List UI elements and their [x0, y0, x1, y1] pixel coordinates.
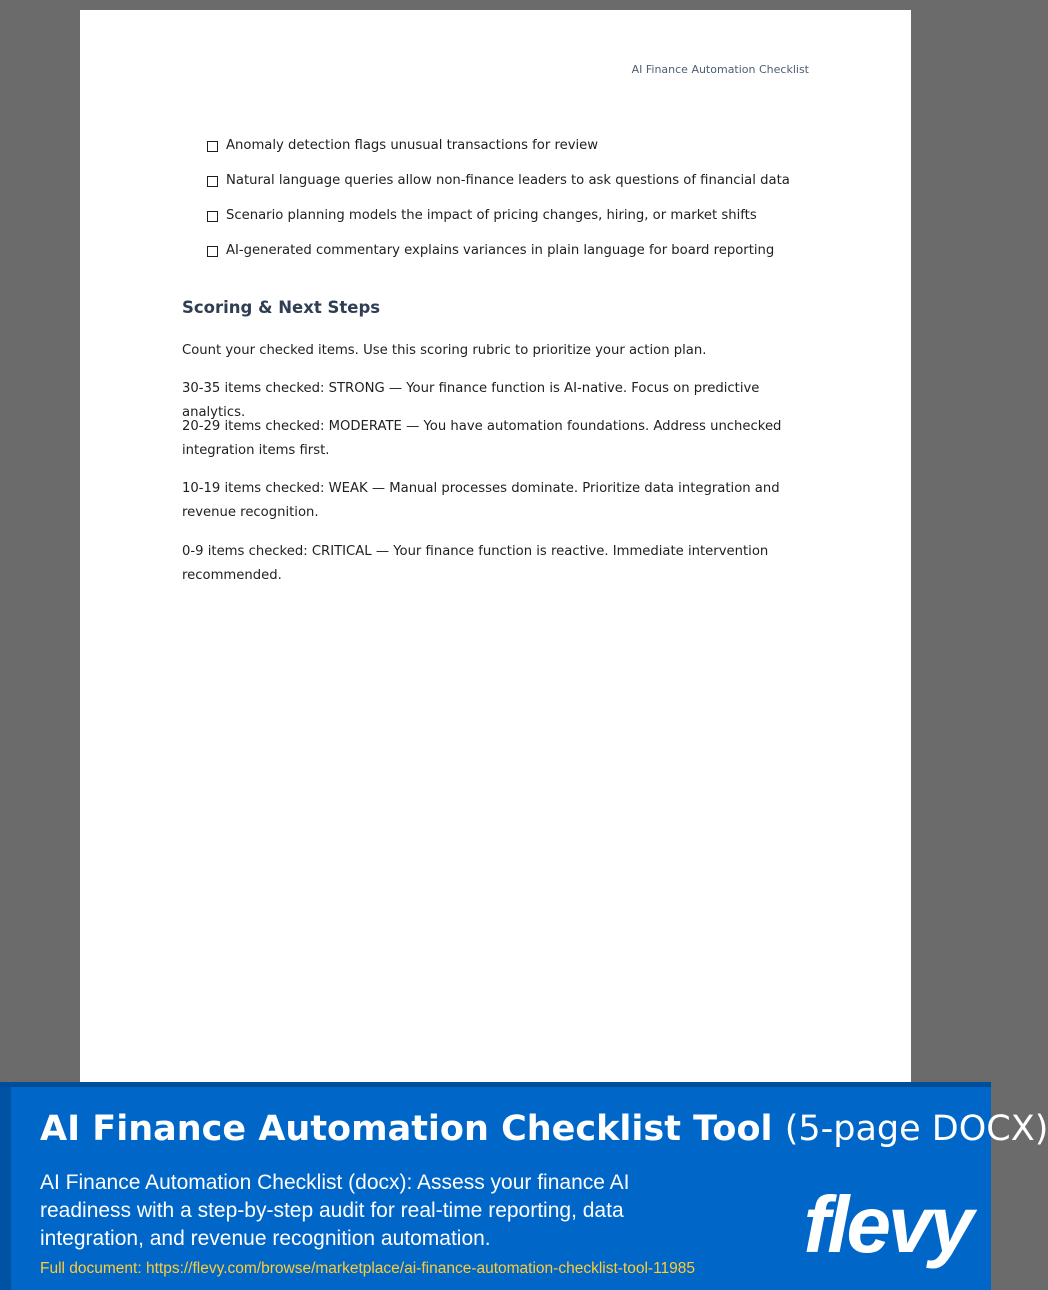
checklist-item [207, 138, 790, 173]
checkbox-icon [207, 246, 218, 257]
checklist-item-text: Scenario planning models the impact of pricing changes, hiring, or market shifts [226, 208, 757, 223]
checkbox-icon [207, 141, 218, 152]
section-title: Scoring & Next Steps [182, 298, 381, 317]
full-document-link[interactable]: Full document: https://flevy.com/browse/marketplace/ai-finance-automation-checklist-tool-11985 [40, 1260, 696, 1277]
banner-description: AI Finance Automation Checklist (docx): Assess your finance AI readiness with a step-by-step audit for real-time reporting, data integration, and revenue recognition automation. [40, 1171, 630, 1250]
checklist-item [207, 173, 790, 208]
running-header: AI Finance Automation Checklist [631, 63, 809, 76]
banner-title-sub: (5-page DOCX) [784, 1109, 1048, 1149]
banner-title-main: AI Finance Automation Checklist Tool [40, 1109, 773, 1149]
flevy-logo: flevy [803, 1180, 971, 1269]
banner-title [40, 1109, 1048, 1149]
score-moderate-paragraph: 20-29 items checked: MODERATE — You have automation foundations. Address unchecked integration items first. [182, 419, 782, 458]
checklist [207, 138, 790, 278]
checklist-item [207, 243, 790, 278]
checklist-item-text: Anomaly detection flags unusual transactions for review [226, 138, 599, 153]
checklist-item-text: AI-generated commentary explains variances in plain language for board reporting [226, 243, 775, 258]
checkbox-icon [207, 211, 218, 222]
checklist-item [207, 208, 790, 243]
score-critical-paragraph: 0-9 items checked: CRITICAL — Your finance function is reactive. Immediate intervention recommended. [182, 544, 769, 583]
promo-banner [0, 1082, 1048, 1290]
checkbox-icon [207, 176, 218, 187]
checklist-item-text: Natural language queries allow non-finance leaders to ask questions of financial data [226, 173, 790, 188]
document-page [80, 10, 911, 1082]
score-strong-paragraph: 30-35 items checked: STRONG — Your finance function is AI-native. Focus on predictive analytics. [182, 381, 760, 420]
intro-paragraph: Count your checked items. Use this scoring rubric to prioritize your action plan. [182, 343, 707, 358]
score-weak-paragraph: 10-19 items checked: WEAK — Manual processes dominate. Prioritize data integration and revenue recognition. [182, 481, 780, 520]
